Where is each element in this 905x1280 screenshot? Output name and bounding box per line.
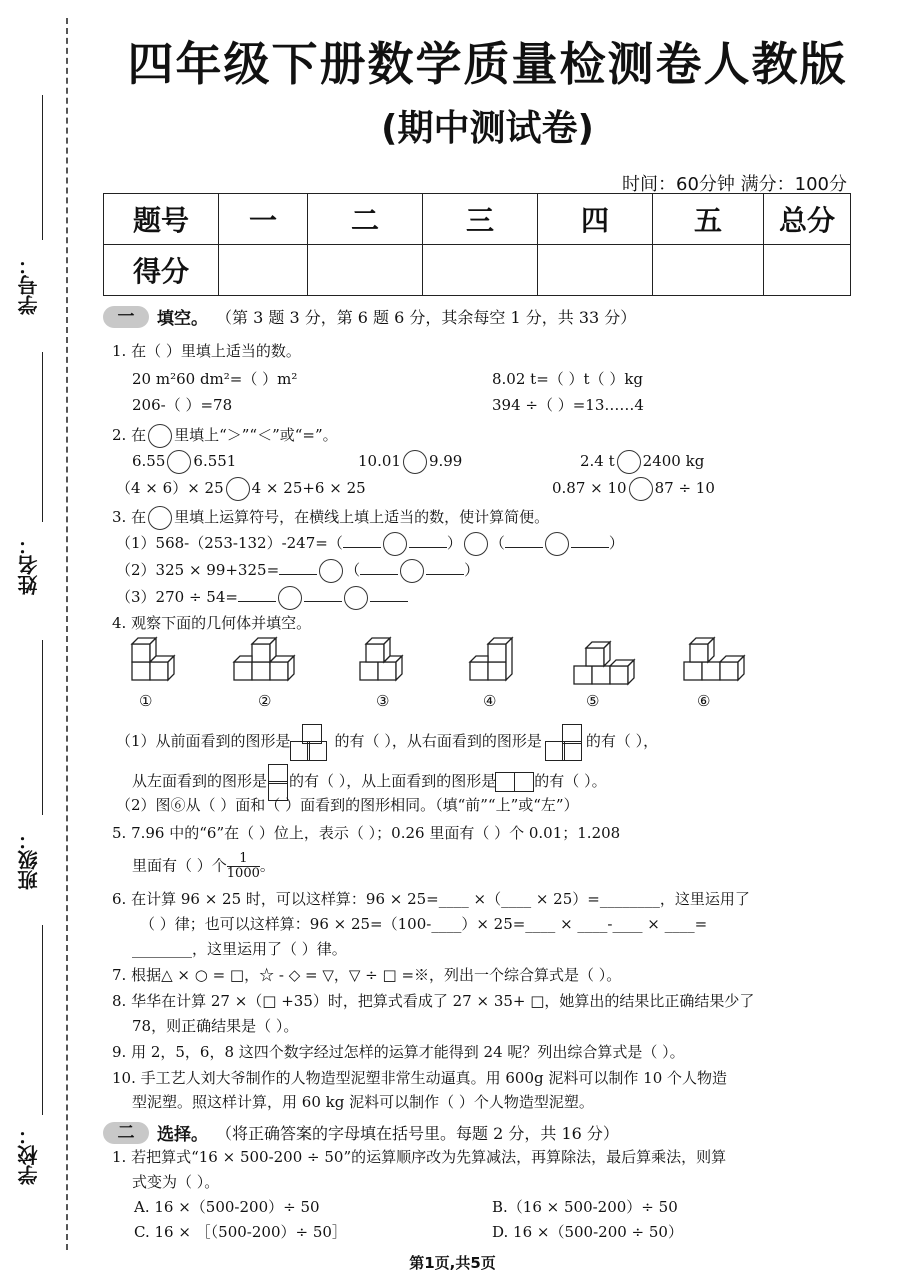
q8-text: 8. 华华在计算 27 ×（□ +35）时，把算式看成了 27 × 35+ □，她算出的结果比正确结果少了 xyxy=(112,992,755,1010)
compare-circle[interactable] xyxy=(629,477,653,501)
q6-text: 6. 在计算 96 × 25 时，可以这样算：96 × 25=____ ×（____ × 25）=________，这里运用了 xyxy=(112,890,750,908)
op-circle[interactable] xyxy=(464,532,488,556)
q2-text: 2. 在 里填上“＞”“＜”或“=”。 xyxy=(112,424,338,448)
figure-label: ⑤ xyxy=(586,692,600,710)
c1-text2: 式变为（ ）。 xyxy=(132,1173,220,1191)
score-cell[interactable] xyxy=(423,245,538,296)
score-cell[interactable] xyxy=(219,245,308,296)
header-cell: 二 xyxy=(308,194,423,245)
q2-c: 2.4 t 2400 kg xyxy=(580,450,704,474)
header-cell: 三 xyxy=(423,194,538,245)
header-cell: 一 xyxy=(219,194,308,245)
figure-label: ① xyxy=(139,692,153,710)
xuehao-line xyxy=(42,95,43,240)
figure-label: ② xyxy=(258,692,272,710)
section-note: （第 3 题 3 分，第 6 题 6 分，其余每空 1 分，共 33 分） xyxy=(216,308,637,327)
c1-option-d: D. 16 ×（500-200 ÷ 50） xyxy=(492,1223,683,1241)
q10-text: 10. 手工艺人刘大爷制作的人物造型泥塑非常生动逼真。用 600g 泥料可以制作 10 个人物造 xyxy=(112,1069,728,1087)
score-cell[interactable] xyxy=(653,245,764,296)
cube-figure-2 xyxy=(230,634,300,686)
q3-text: 3. 在 里填上运算符号，在横线上填上适当的数，使计算简便。 xyxy=(112,506,549,530)
section-badge: 一 xyxy=(103,306,149,328)
cube-figure-5 xyxy=(570,634,636,690)
page-subtitle: (期中测试卷) xyxy=(381,108,594,149)
q6-text2: （ ）律；也可以这样算：96 × 25=（100-____）× 25=____ × ____-____ × ____= xyxy=(140,915,708,933)
q3-b: （2）325 × 99+325= （ ） xyxy=(116,559,479,583)
q6-text3: ________，这里运用了（ ）律。 xyxy=(132,940,347,958)
section-badge: 二 xyxy=(103,1122,149,1144)
q2-a: 6.55 6.551 xyxy=(132,450,236,474)
score-header-row xyxy=(104,194,851,245)
q2-e: 0.87 × 10 87 ÷ 10 xyxy=(552,477,715,501)
section-2-header xyxy=(103,1120,619,1145)
circle-icon xyxy=(148,506,172,530)
compare-circle[interactable] xyxy=(226,477,250,501)
fraction: $\frac{1}{1000}$ xyxy=(226,851,260,881)
cube-figure-6 xyxy=(680,634,746,686)
section-name: 填空。 xyxy=(157,309,208,329)
q5-text: 5. 7.96 中的“6”在（ ）位上，表示（ ）；0.26 里面有（ ）个 0.01；1.208 xyxy=(112,824,621,842)
op-circle[interactable] xyxy=(545,532,569,556)
q1-text: 1. 在（ ）里填上适当的数。 xyxy=(112,342,301,360)
op-circle[interactable] xyxy=(319,559,343,583)
figure-label: ④ xyxy=(483,692,497,710)
xuexiao-line xyxy=(42,925,43,1115)
c1-text: 1. 若把算式“16 × 500-200 ÷ 50”的运算顺序改为先算减法，再算除法，最后算乘法，则算 xyxy=(112,1148,727,1166)
xuexiao-label: 学校： xyxy=(17,1125,41,1185)
c1-option-c: C. 16 × ［（500-200）÷ 50］ xyxy=(134,1223,347,1241)
xingming-label: 姓名： xyxy=(17,535,41,595)
section-name: 选择。 xyxy=(157,1125,208,1145)
page-title: 四年级下册数学质量检测卷人教版 xyxy=(127,37,848,91)
page-footer: 第1页,共5页 xyxy=(409,1254,496,1272)
op-circle[interactable] xyxy=(344,586,368,610)
cube-figure-4 xyxy=(466,634,526,686)
section-1-header xyxy=(103,304,636,329)
q10-text2: 型泥塑。照这样计算，用 60 kg 泥料可以制作（ ）个人物造型泥塑。 xyxy=(132,1093,594,1111)
view-shape-icon xyxy=(542,724,586,760)
score-cell[interactable] xyxy=(764,245,851,296)
header-cell: 五 xyxy=(653,194,764,245)
q5-text2: 里面有（ ）个 $\frac{1}{1000}$ 。 xyxy=(132,851,275,881)
q7-text: 7. 根据△ × ○ = □，☆ - ◇ = ▽，▽ ÷ □ =※，列出一个综合算式是（ ）。 xyxy=(112,966,622,984)
c1-option-b: B.（16 × 500-200）÷ 50 xyxy=(492,1198,678,1216)
q8-text2: 78，则正确结果是（ ）。 xyxy=(132,1017,299,1035)
header-cell: 题号 xyxy=(104,194,219,245)
q1-d: 394 ÷（ ）=13……4 xyxy=(492,396,644,414)
q4-s1: （1）从前面看到的图形是 的有（ ），从右面看到的图形是 的有（ ）， xyxy=(116,724,658,760)
section-note: （将正确答案的字母填在括号里。每题 2 分，共 16 分） xyxy=(216,1124,619,1143)
cube-figure-3 xyxy=(356,634,416,686)
q9-text: 9. 用 2，5，6，8 这四个数字经过怎样的运算才能得到 24 呢？列出综合算式是（ ）。 xyxy=(112,1043,685,1061)
score-row-label: 得分 xyxy=(104,245,219,296)
q1-c: 206-（ ）=78 xyxy=(132,396,233,414)
compare-circle[interactable] xyxy=(403,450,427,474)
cube-figure-1 xyxy=(128,634,188,686)
banji-label: 班级： xyxy=(17,830,41,890)
score-table xyxy=(103,193,851,296)
q4-text: 4. 观察下面的几何体并填空。 xyxy=(112,614,312,632)
view-shape-icon xyxy=(291,724,335,760)
binding-dashed-line xyxy=(66,18,68,1250)
q3-a: （1）568-（253-132）-247=（ ） （ ） xyxy=(116,532,624,556)
banji-line xyxy=(42,640,43,815)
score-cell[interactable] xyxy=(538,245,653,296)
op-circle[interactable] xyxy=(400,559,424,583)
xingming-line xyxy=(42,352,43,522)
header-cell: 总分 xyxy=(764,194,851,245)
score-cell[interactable] xyxy=(308,245,423,296)
compare-circle[interactable] xyxy=(617,450,641,474)
compare-circle[interactable] xyxy=(167,450,191,474)
circle-icon xyxy=(148,424,172,448)
op-circle[interactable] xyxy=(278,586,302,610)
c1-option-a: A. 16 ×（500-200）÷ 50 xyxy=(134,1198,320,1216)
q2-b: 10.01 9.99 xyxy=(358,450,462,474)
q3-c: （3）270 ÷ 54= xyxy=(116,586,408,610)
score-row xyxy=(104,245,851,296)
q1-b: 8.02 t=（ ）t（ ）kg xyxy=(492,370,644,388)
header-cell: 四 xyxy=(538,194,653,245)
op-circle[interactable] xyxy=(383,532,407,556)
figure-label: ③ xyxy=(376,692,390,710)
xuehao-label: 学号： xyxy=(17,255,41,315)
q4-s2: 从左面看到的图形是 的有（ ），从上面看到的图形是 的有（ ）。 xyxy=(132,764,607,800)
q2-d: （4 × 6）× 25 4 × 25+6 × 25 xyxy=(116,477,366,501)
q4-s3: （2）图⑥从（ ）面和（ ）面看到的图形相同。（填“前”“上”或“左”） xyxy=(116,796,579,814)
q1-a: 20 m²60 dm²=（ ）m² xyxy=(132,370,298,388)
figure-label: ⑥ xyxy=(697,692,711,710)
time-info: 时间：60分钟 满分：100分 xyxy=(622,174,847,195)
